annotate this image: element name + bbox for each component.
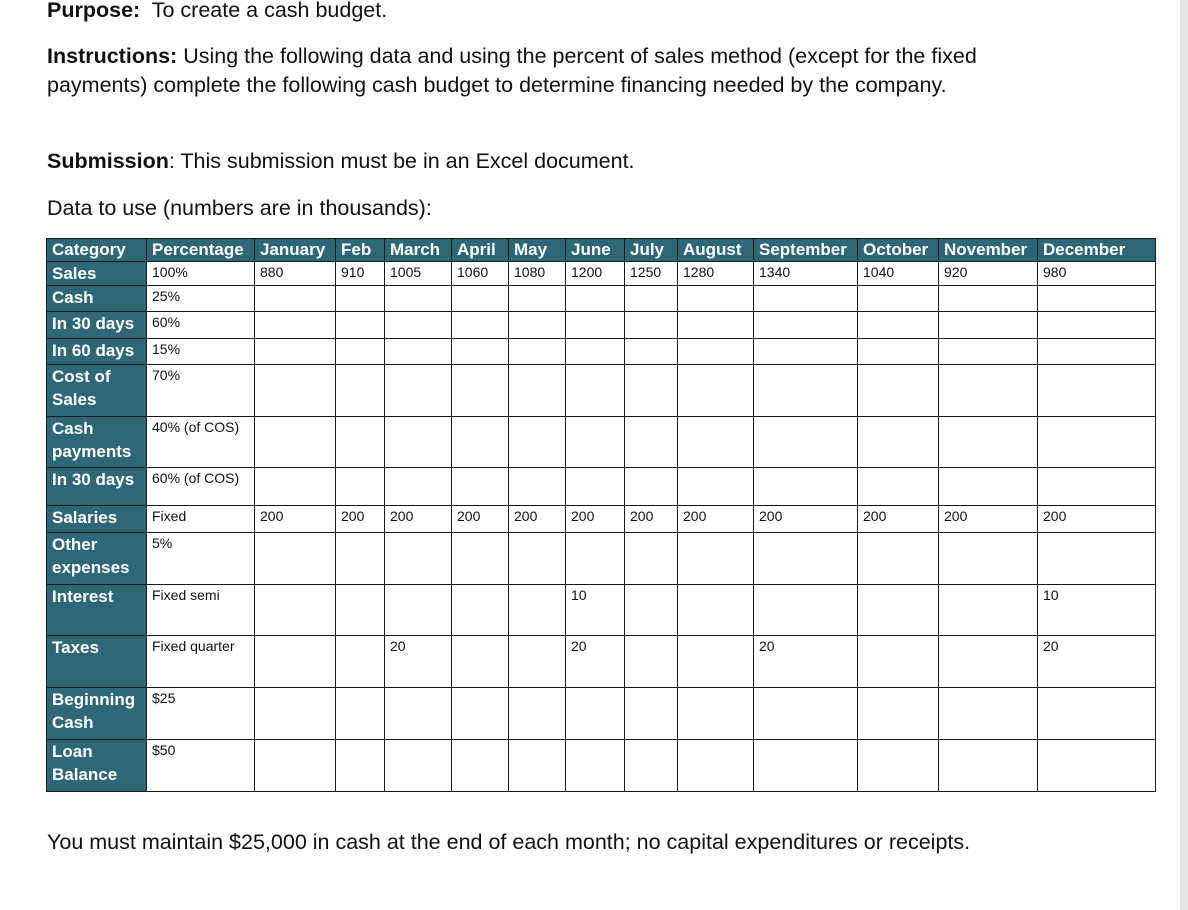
row-category: Sales: [47, 262, 147, 286]
row-percentage: Fixed semi: [147, 585, 255, 636]
table-cell: [625, 585, 678, 636]
row-percentage: 100%: [147, 262, 255, 286]
table-cell: [939, 585, 1038, 636]
row-percentage: 60%: [147, 312, 255, 339]
table-cell: [566, 417, 625, 468]
table-cell: [625, 417, 678, 468]
column-header: September: [754, 239, 858, 262]
column-header: Percentage: [147, 239, 255, 262]
column-header: May: [509, 239, 566, 262]
row-category: In 30 days: [47, 312, 147, 339]
table-cell: [385, 585, 452, 636]
table-cell: 1200: [566, 262, 625, 286]
row-category: Beginning Cash: [47, 688, 147, 740]
table-cell: [566, 740, 625, 792]
table-row: [47, 468, 1156, 506]
table-cell: [385, 417, 452, 468]
row-category: In 30 days: [47, 468, 147, 506]
table-cell: [858, 468, 939, 506]
table-cell: 200: [566, 506, 625, 533]
table-cell: [625, 286, 678, 312]
table-cell: [509, 339, 566, 365]
table-cell: [1038, 740, 1156, 792]
table-cell: [566, 688, 625, 740]
table-cell: [452, 312, 509, 339]
row-percentage: 25%: [147, 286, 255, 312]
row-category: In 60 days: [47, 339, 147, 365]
submission-paragraph: [47, 147, 1047, 176]
table-cell: [678, 688, 754, 740]
instructions-paragraph: [47, 42, 1047, 100]
table-cell: [1038, 468, 1156, 506]
table-cell: [385, 740, 452, 792]
table-cell: [678, 468, 754, 506]
table-cell: [754, 688, 858, 740]
table-cell: [1038, 312, 1156, 339]
table-cell: [336, 339, 385, 365]
submission-label: Submission: [47, 149, 169, 173]
table-cell: [754, 585, 858, 636]
row-percentage: Fixed: [147, 506, 255, 533]
column-header: June: [566, 239, 625, 262]
table-cell: [754, 533, 858, 585]
table-cell: [678, 533, 754, 585]
header-row: [47, 239, 1156, 262]
table-cell: [255, 312, 336, 339]
row-percentage: 70%: [147, 365, 255, 417]
cash-budget-table: [46, 238, 1156, 792]
table-cell: 1340: [754, 262, 858, 286]
purpose-paragraph: [47, 0, 1047, 25]
table-cell: [566, 339, 625, 365]
table-cell: [336, 468, 385, 506]
row-percentage: $25: [147, 688, 255, 740]
table-row: [47, 262, 1156, 286]
table-cell: [336, 585, 385, 636]
table-cell: [939, 533, 1038, 585]
table-row: [47, 636, 1156, 688]
table-cell: [452, 688, 509, 740]
row-category: Loan Balance: [47, 740, 147, 792]
table-cell: [509, 312, 566, 339]
table-cell: 200: [336, 506, 385, 533]
table-cell: 200: [452, 506, 509, 533]
table-row: [47, 506, 1156, 533]
row-percentage: Fixed quarter: [147, 636, 255, 688]
table-cell: [754, 417, 858, 468]
row-category: Cash payments: [47, 417, 147, 468]
table-cell: [858, 636, 939, 688]
table-cell: [385, 312, 452, 339]
purpose-text: To create a cash budget.: [151, 0, 388, 22]
table-cell: [255, 286, 336, 312]
table-cell: 1080: [509, 262, 566, 286]
table-cell: [939, 312, 1038, 339]
table-cell: [452, 585, 509, 636]
column-header: July: [625, 239, 678, 262]
table-cell: [625, 688, 678, 740]
table-cell: [939, 468, 1038, 506]
row-percentage: $50: [147, 740, 255, 792]
table-cell: [452, 636, 509, 688]
table-cell: [255, 585, 336, 636]
table-cell: 920: [939, 262, 1038, 286]
instructions-text: Using the following data and using the percent of sales method (except for the fixed payments) complete the following cash budget to determine financing needed by the company.: [47, 44, 977, 97]
submission-text: : This submission must be in an Excel document.: [168, 149, 635, 173]
table-cell: [509, 585, 566, 636]
table-cell: [678, 740, 754, 792]
row-category: Salaries: [47, 506, 147, 533]
table-cell: [939, 636, 1038, 688]
table-cell: [336, 286, 385, 312]
table-cell: [678, 339, 754, 365]
purpose-label: Purpose:: [47, 0, 141, 22]
table-cell: 980: [1038, 262, 1156, 286]
row-percentage: 40% (of COS): [147, 417, 255, 468]
table-cell: [1038, 286, 1156, 312]
column-header: April: [452, 239, 509, 262]
table-cell: [336, 417, 385, 468]
table-cell: [754, 339, 858, 365]
table-row: [47, 740, 1156, 792]
row-percentage: 60% (of COS): [147, 468, 255, 506]
column-header: December: [1038, 239, 1156, 262]
table-cell: [625, 533, 678, 585]
table-cell: 1250: [625, 262, 678, 286]
table-cell: [336, 533, 385, 585]
table-cell: 20: [754, 636, 858, 688]
data-intro: Data to use (numbers are in thousands):: [47, 196, 432, 220]
table-cell: [452, 339, 509, 365]
table-cell: [509, 740, 566, 792]
table-cell: [858, 740, 939, 792]
table-row: [47, 533, 1156, 585]
table-cell: [754, 468, 858, 506]
table-cell: [939, 740, 1038, 792]
table-cell: [566, 365, 625, 417]
column-header: January: [255, 239, 336, 262]
table-cell: [939, 286, 1038, 312]
table-cell: [678, 286, 754, 312]
row-percentage: 15%: [147, 339, 255, 365]
table-cell: [858, 339, 939, 365]
table-cell: [754, 365, 858, 417]
row-category: Cash: [47, 286, 147, 312]
table-cell: 200: [1038, 506, 1156, 533]
table-cell: [255, 533, 336, 585]
table-cell: [625, 740, 678, 792]
table-cell: 200: [625, 506, 678, 533]
table-cell: 880: [255, 262, 336, 286]
table-cell: [678, 312, 754, 339]
table-cell: [858, 312, 939, 339]
table-row: [47, 688, 1156, 740]
column-header: October: [858, 239, 939, 262]
table-row: [47, 312, 1156, 339]
table-cell: [858, 286, 939, 312]
table-cell: [678, 585, 754, 636]
table-cell: [858, 533, 939, 585]
table-cell: [509, 636, 566, 688]
table-cell: 1060: [452, 262, 509, 286]
table-cell: [336, 365, 385, 417]
table-cell: [452, 417, 509, 468]
table-cell: [255, 417, 336, 468]
row-category: Interest: [47, 585, 147, 636]
table-cell: [336, 312, 385, 339]
table-cell: 20: [566, 636, 625, 688]
column-header: Feb: [336, 239, 385, 262]
table-cell: 200: [678, 506, 754, 533]
table-cell: [625, 468, 678, 506]
table-cell: [858, 365, 939, 417]
table-cell: [1038, 365, 1156, 417]
table-cell: 200: [754, 506, 858, 533]
table-cell: [509, 417, 566, 468]
table-cell: 10: [566, 585, 625, 636]
table-cell: 1040: [858, 262, 939, 286]
table-cell: [1038, 417, 1156, 468]
table-cell: [625, 312, 678, 339]
table-cell: [336, 740, 385, 792]
table-cell: [858, 688, 939, 740]
table-cell: 200: [939, 506, 1038, 533]
table-cell: [509, 286, 566, 312]
row-category: Other expenses: [47, 533, 147, 585]
column-header: March: [385, 239, 452, 262]
row-percentage: 5%: [147, 533, 255, 585]
table-cell: [566, 468, 625, 506]
table-cell: [452, 286, 509, 312]
column-header: November: [939, 239, 1038, 262]
table-cell: [625, 636, 678, 688]
table-cell: [939, 339, 1038, 365]
table-row: [47, 417, 1156, 468]
table-cell: 910: [336, 262, 385, 286]
table-cell: [255, 636, 336, 688]
table-cell: 20: [1038, 636, 1156, 688]
table-cell: [336, 636, 385, 688]
table-cell: [678, 636, 754, 688]
table-cell: 10: [1038, 585, 1156, 636]
table-cell: [754, 312, 858, 339]
table-cell: [858, 585, 939, 636]
table-cell: [255, 740, 336, 792]
table-row: [47, 585, 1156, 636]
table-cell: [1038, 339, 1156, 365]
table-cell: [939, 365, 1038, 417]
table-cell: [1038, 688, 1156, 740]
table-cell: [509, 533, 566, 585]
table-cell: [754, 740, 858, 792]
table-cell: [566, 533, 625, 585]
table-cell: 200: [858, 506, 939, 533]
table-cell: [625, 339, 678, 365]
table-cell: [385, 286, 452, 312]
table-cell: [939, 417, 1038, 468]
row-category: Cost of Sales: [47, 365, 147, 417]
table-row: [47, 365, 1156, 417]
table-cell: [452, 533, 509, 585]
table-cell: [385, 688, 452, 740]
table-cell: 1005: [385, 262, 452, 286]
table-row: [47, 339, 1156, 365]
table-cell: [509, 688, 566, 740]
table-cell: [678, 365, 754, 417]
table-cell: [939, 688, 1038, 740]
table-cell: [255, 468, 336, 506]
table-cell: [452, 740, 509, 792]
table-cell: [509, 365, 566, 417]
table-row: [47, 286, 1156, 312]
table-cell: [754, 286, 858, 312]
table-cell: [625, 365, 678, 417]
table-cell: [385, 365, 452, 417]
table-cell: [566, 286, 625, 312]
table-cell: 200: [385, 506, 452, 533]
column-header: Category: [47, 239, 147, 262]
table-cell: [858, 417, 939, 468]
table-cell: 20: [385, 636, 452, 688]
instructions-label: Instructions:: [47, 44, 178, 68]
table-cell: [336, 688, 385, 740]
table-cell: [385, 468, 452, 506]
page-edge-scrollbar: [1180, 0, 1188, 910]
table-cell: [452, 365, 509, 417]
column-header: August: [678, 239, 754, 262]
table-cell: 1280: [678, 262, 754, 286]
table-cell: [385, 533, 452, 585]
table-cell: [566, 312, 625, 339]
table-cell: [452, 468, 509, 506]
row-category: Taxes: [47, 636, 147, 688]
table-cell: [255, 688, 336, 740]
table-cell: [385, 339, 452, 365]
table-cell: [255, 365, 336, 417]
table-cell: [509, 468, 566, 506]
table-cell: [1038, 533, 1156, 585]
footer-note: You must maintain $25,000 in cash at the end of each month; no capital expenditures or receipts.: [47, 830, 971, 854]
table-cell: 200: [255, 506, 336, 533]
table-cell: [255, 339, 336, 365]
table-cell: [678, 417, 754, 468]
table-cell: 200: [509, 506, 566, 533]
